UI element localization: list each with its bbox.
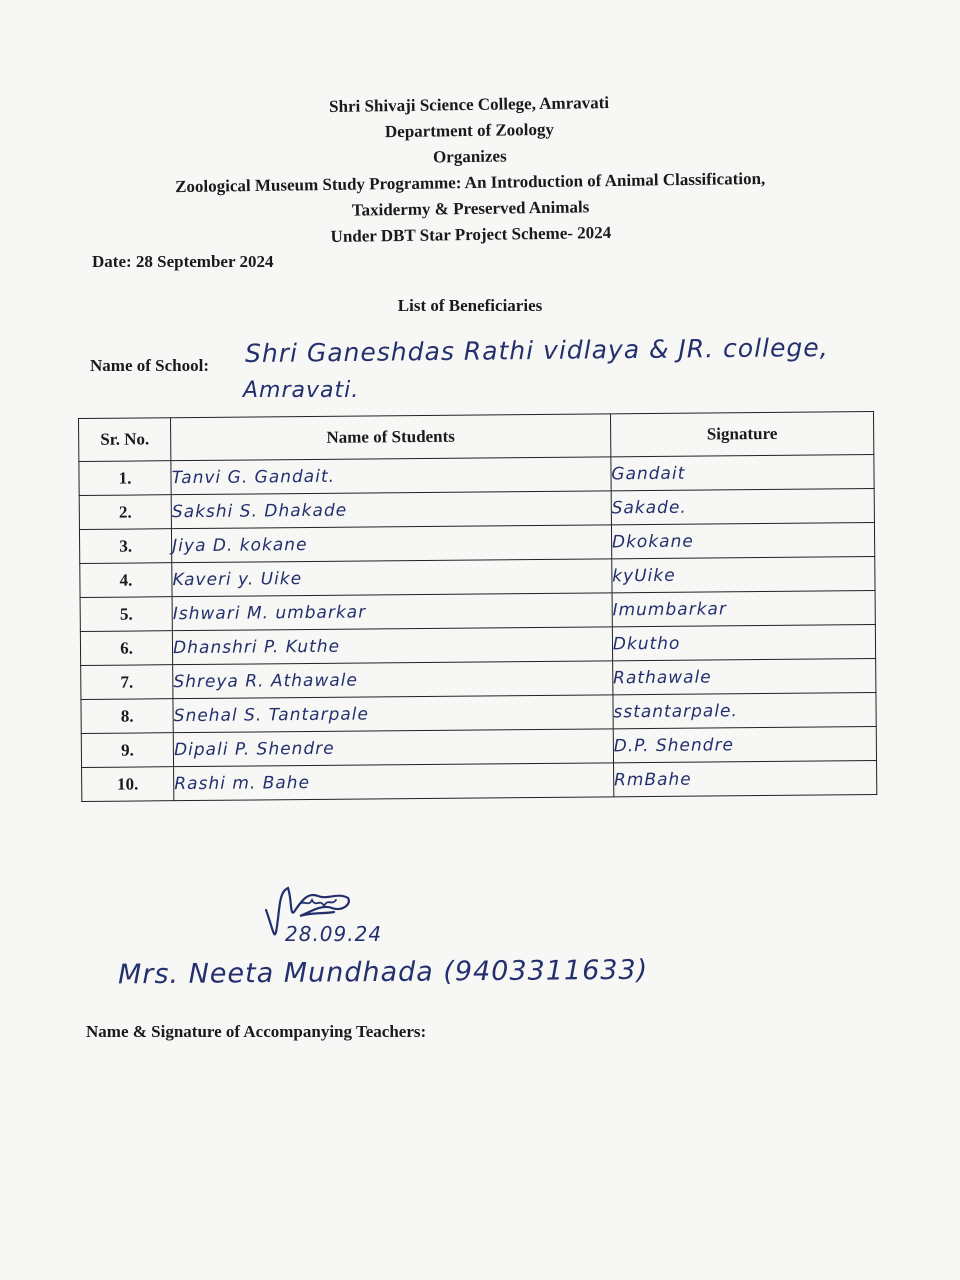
header-sr-no: Sr. No. — [79, 418, 171, 462]
teacher-sign-date: 28.09.24 — [285, 922, 383, 946]
sr-no-cell: 1. — [79, 461, 171, 496]
sr-no-cell: 8. — [81, 699, 173, 734]
student-name-cell: Sakshi S. Dhakade — [171, 491, 611, 529]
sr-no-cell: 10. — [82, 767, 174, 802]
student-name-cell: Shreya R. Athawale — [173, 661, 613, 699]
signature-cell: Rathawale — [612, 659, 875, 695]
date-label: Date: 28 September 2024 — [92, 252, 274, 271]
header-signature: Signature — [610, 412, 874, 457]
list-title: List of Beneficiaries — [397, 296, 543, 315]
sr-no-cell: 5. — [80, 597, 172, 632]
sr-no-cell: 7. — [81, 665, 173, 700]
college-name: Shri Shivaji Science College, Amravati — [328, 93, 610, 116]
signature-cell: Sakade. — [611, 489, 874, 525]
school-city-handwritten: Amravati. — [243, 378, 360, 403]
student-name-cell: Tanvi G. Gandait. — [171, 457, 611, 495]
student-name-cell: Dipali P. Shendre — [173, 729, 613, 767]
school-label: Name of School: — [90, 356, 209, 375]
student-name-cell: Snehal S. Tantarpale — [173, 695, 613, 733]
signature-cell: D.P. Shendre — [613, 727, 876, 763]
student-name-cell: Jiya D. kokane — [172, 525, 612, 563]
programme-title-line1: Zoological Museum Study Programme: An Introduction of Animal Classification, — [174, 168, 766, 197]
sr-no-cell: 3. — [79, 529, 171, 564]
student-name-cell: Rashi m. Bahe — [174, 763, 614, 801]
signature-cell: Dkokane — [611, 523, 874, 559]
signature-cell: sstantarpale. — [613, 693, 876, 729]
programme-title-line2: Taxidermy & Preserved Animals — [351, 197, 590, 220]
student-name-cell: Kaveri y. Uike — [172, 559, 612, 597]
organizes-text: Organizes — [432, 146, 507, 167]
table-header-row — [79, 412, 874, 462]
scheme-text: Under DBT Star Project Scheme- 2024 — [330, 223, 612, 246]
sr-no-cell: 4. — [80, 563, 172, 598]
signature-cell: Gandait — [611, 455, 874, 491]
school-name-handwritten: Shri Ganeshdas Rathi vidlaya & JR. college, — [244, 332, 829, 369]
beneficiaries-table — [78, 411, 877, 802]
signature-cell: Dkutho — [612, 625, 875, 661]
accompanying-teachers-label: Name & Signature of Accompanying Teachers: — [86, 1022, 427, 1041]
table-row — [82, 761, 877, 802]
sr-no-cell: 6. — [80, 631, 172, 666]
sr-no-cell: 2. — [79, 495, 171, 530]
signature-cell: Imumbarkar — [612, 591, 875, 627]
signature-cell: kyUike — [612, 557, 875, 593]
document-header — [109, 87, 831, 253]
sr-no-cell: 9. — [81, 733, 173, 768]
student-name-cell: Dhanshri P. Kuthe — [172, 627, 612, 665]
header-student-name: Name of Students — [171, 414, 611, 461]
student-name-cell: Ishwari M. umbarkar — [172, 593, 612, 631]
department-name: Department of Zoology — [384, 119, 555, 142]
signature-cell: RmBahe — [613, 761, 876, 797]
teacher-name-handwritten: Mrs. Neeta Mundhada (9403311633) — [117, 954, 649, 991]
